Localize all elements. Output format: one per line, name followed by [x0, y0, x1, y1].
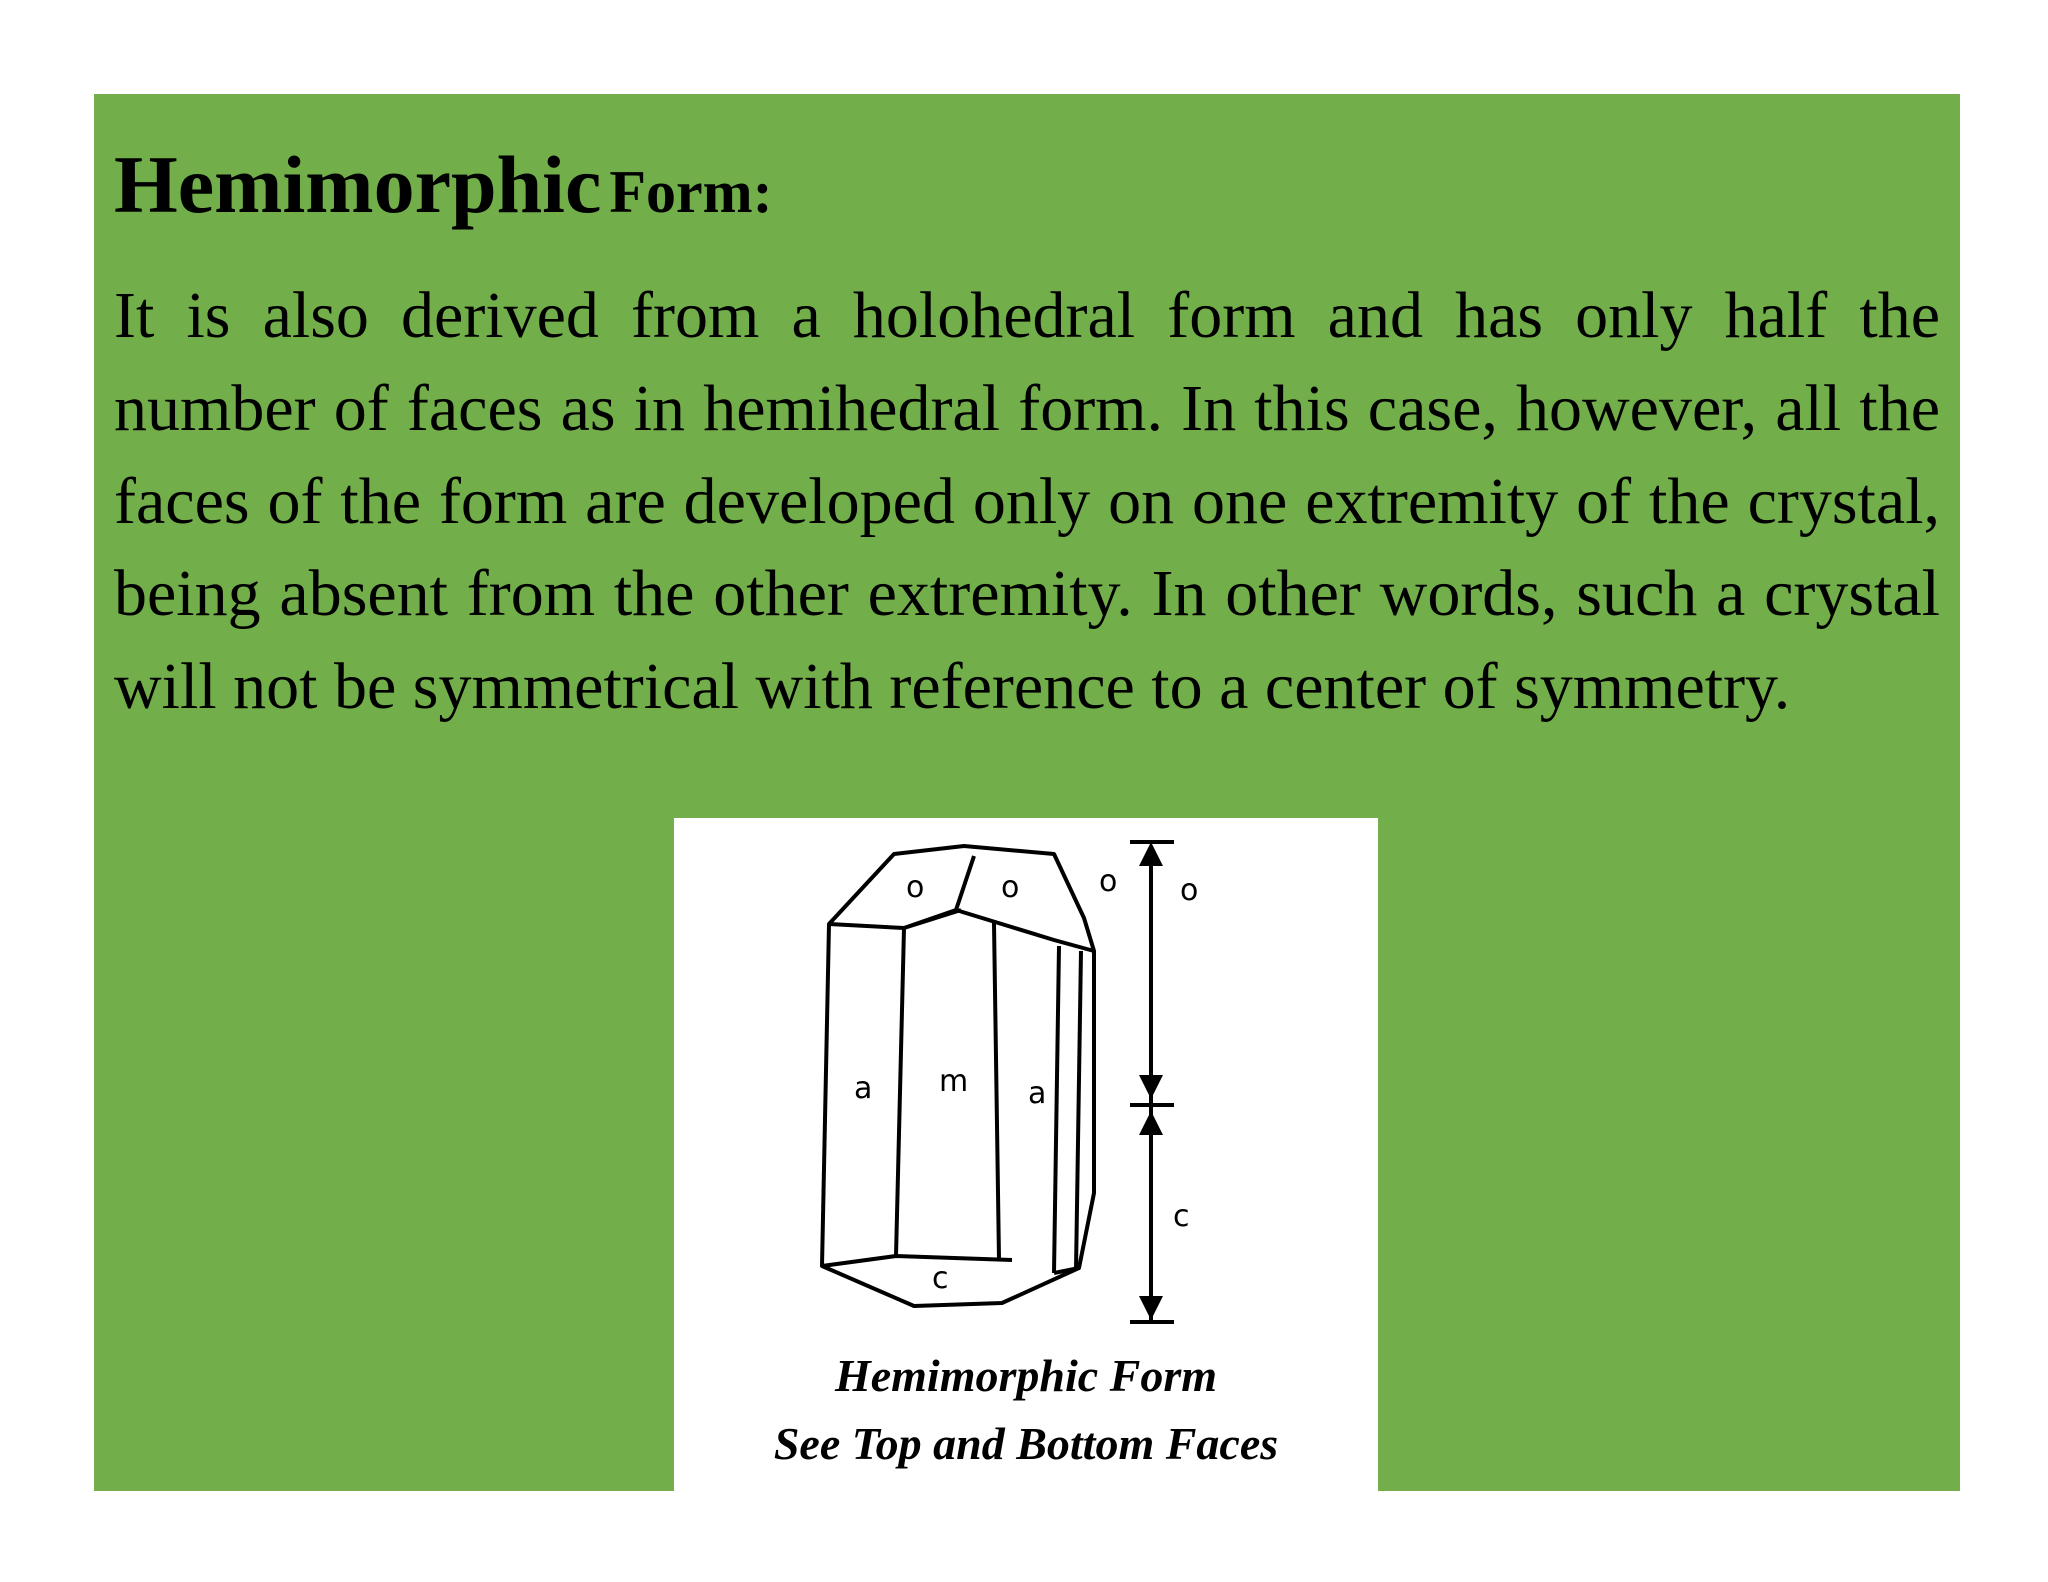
title-main: Hemimorphic — [114, 139, 602, 230]
face-label-m: m — [939, 1064, 969, 1099]
face-label-c-bottom: c — [932, 1261, 949, 1296]
prism-edge-1 — [896, 928, 904, 1256]
arrow-top-up — [1139, 842, 1163, 866]
arrow-mid-down — [1139, 1075, 1163, 1099]
slide-body-text: It is also derived from a holohedral form and has only half the number of faces as in hemihedral form. In this case, however, all the faces of the form are developed only on one extremity of the crystal, being absent from the other extremity. In other words, such a crystal will not be symmetrical with reference to a center of symmetry. — [114, 279, 1940, 724]
slide-title — [114, 139, 773, 230]
title-rest: Form: — [609, 159, 773, 225]
prism-edge-4 — [1076, 951, 1081, 1270]
arrow-mid-up — [1139, 1111, 1163, 1135]
top-facet-edges — [829, 856, 1094, 951]
face-label-o1: o — [906, 870, 925, 905]
prism-edge-3 — [1054, 946, 1059, 1273]
slide-panel — [94, 94, 1960, 1491]
figure-caption-subtitle: See Top and Bottom Faces — [773, 1418, 1279, 1469]
crystal-figure — [674, 818, 1378, 1491]
face-label-c-axis: c — [1173, 1199, 1190, 1234]
figure-caption-title: Hemimorphic Form — [834, 1350, 1218, 1401]
bottom-face-edge — [822, 1256, 1079, 1273]
face-label-a-left: a — [854, 1071, 873, 1106]
face-label-o4: o — [1180, 873, 1199, 908]
face-label-a-right: a — [1028, 1076, 1047, 1111]
face-label-o2: o — [1001, 870, 1020, 905]
face-label-o3: o — [1099, 864, 1118, 899]
arrow-bottom-down — [1139, 1296, 1163, 1320]
prism-edge-2 — [994, 923, 999, 1260]
